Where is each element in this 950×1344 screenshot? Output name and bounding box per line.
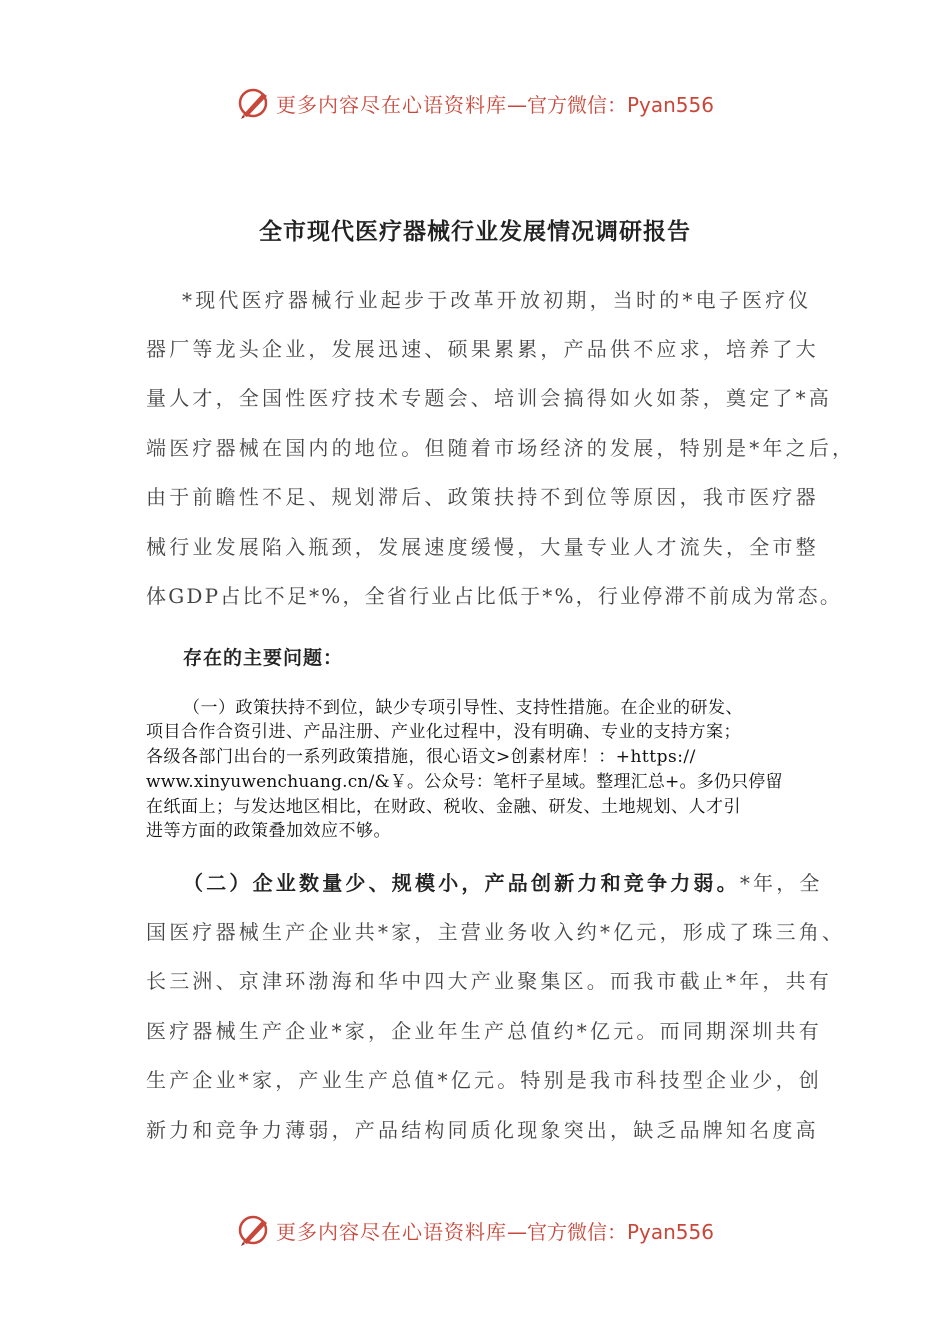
paragraph-line: 在纸面上；与发达地区相比，在财政、税收、金融、研发、土地规划、人才引	[146, 797, 741, 817]
paragraph-line: 项目合作合资引进、产品注册、产业化过程中，没有明确、专业的支持方案；	[146, 722, 741, 742]
paragraph-line: 端医疗器械在国内的地位。但随着市场经济的发展，特别是*年之后，	[146, 436, 856, 460]
paragraph-line: www.xinyuwenchuang.cn/&￥。公众号：笔杆子星域。整理汇总+。多仍只停留	[146, 772, 783, 792]
paragraph-line: 械行业发展陷入瓶颈，发展速度缓慢，大量专业人才流失，全市整	[146, 535, 819, 559]
section-heading: 存在的主要问题：	[183, 647, 344, 669]
pen-logo-icon	[236, 1212, 272, 1248]
footer-watermark-banner	[0, 1210, 950, 1250]
banner-lead-text: 更多内容尽在心语资料库	[275, 1219, 507, 1244]
paragraph-line	[183, 867, 863, 896]
paragraph-line: 量人才，全国性医疗技术专题会、培训会搞得如火如荼，奠定了*高	[146, 386, 832, 410]
paragraph-line: （一）政策扶持不到位，缺少专项引导性、支持性措施。在企业的研发、	[183, 698, 743, 718]
header-watermark-banner	[0, 83, 950, 123]
paragraph-line: 由于前瞻性不足、规划滞后、政策扶持不到位等原因，我市医疗器	[146, 485, 819, 509]
paragraph-line: 各级各部门出台的一系列政策措施，很心语文>创素材库！：+https://	[146, 747, 696, 767]
paragraph-line: 进等方面的政策叠加效应不够。	[146, 821, 391, 841]
document-title: 全市现代医疗器械行业发展情况调研报告	[259, 219, 691, 245]
paragraph-line: *现代医疗器械行业起步于改革开放初期，当时的*电子医疗仪	[182, 288, 812, 312]
subheading-continuation: *年，全	[739, 871, 823, 895]
pen-logo-icon	[236, 85, 272, 121]
paragraph-line: 器厂等龙头企业，发展迅速、硕果累累，产品供不应求，培养了大	[146, 337, 819, 361]
subheading-bold-text: （二）企业数量少、规模小，产品创新力和竞争力弱。	[183, 871, 740, 895]
paragraph-line: 长三洲、京津环渤海和华中四大产业聚集区。而我市截止*年，共有	[146, 969, 832, 993]
banner-contact-text: —官方微信：Pyan556	[506, 1219, 714, 1244]
paragraph-line: 医疗器械生产企业*家，企业年生产总值约*亿元。而同期深圳共有	[146, 1019, 822, 1043]
paragraph-line: 国医疗器械生产企业共*家，主营业务收入约*亿元，形成了珠三角、	[146, 920, 846, 944]
paragraph-line: 生产企业*家，产业生产总值*亿元。特别是我市科技型企业少，创	[146, 1068, 822, 1092]
paragraph-line: 新力和竞争力薄弱，产品结构同质化现象突出，缺乏品牌知名度高	[146, 1118, 819, 1142]
banner-lead-text: 更多内容尽在心语资料库	[275, 92, 507, 117]
paragraph-line: 体GDP占比不足*%，全省行业占比低于*%，行业停滞不前成为常态。	[146, 584, 843, 608]
banner-contact-text: —官方微信：Pyan556	[506, 92, 714, 117]
